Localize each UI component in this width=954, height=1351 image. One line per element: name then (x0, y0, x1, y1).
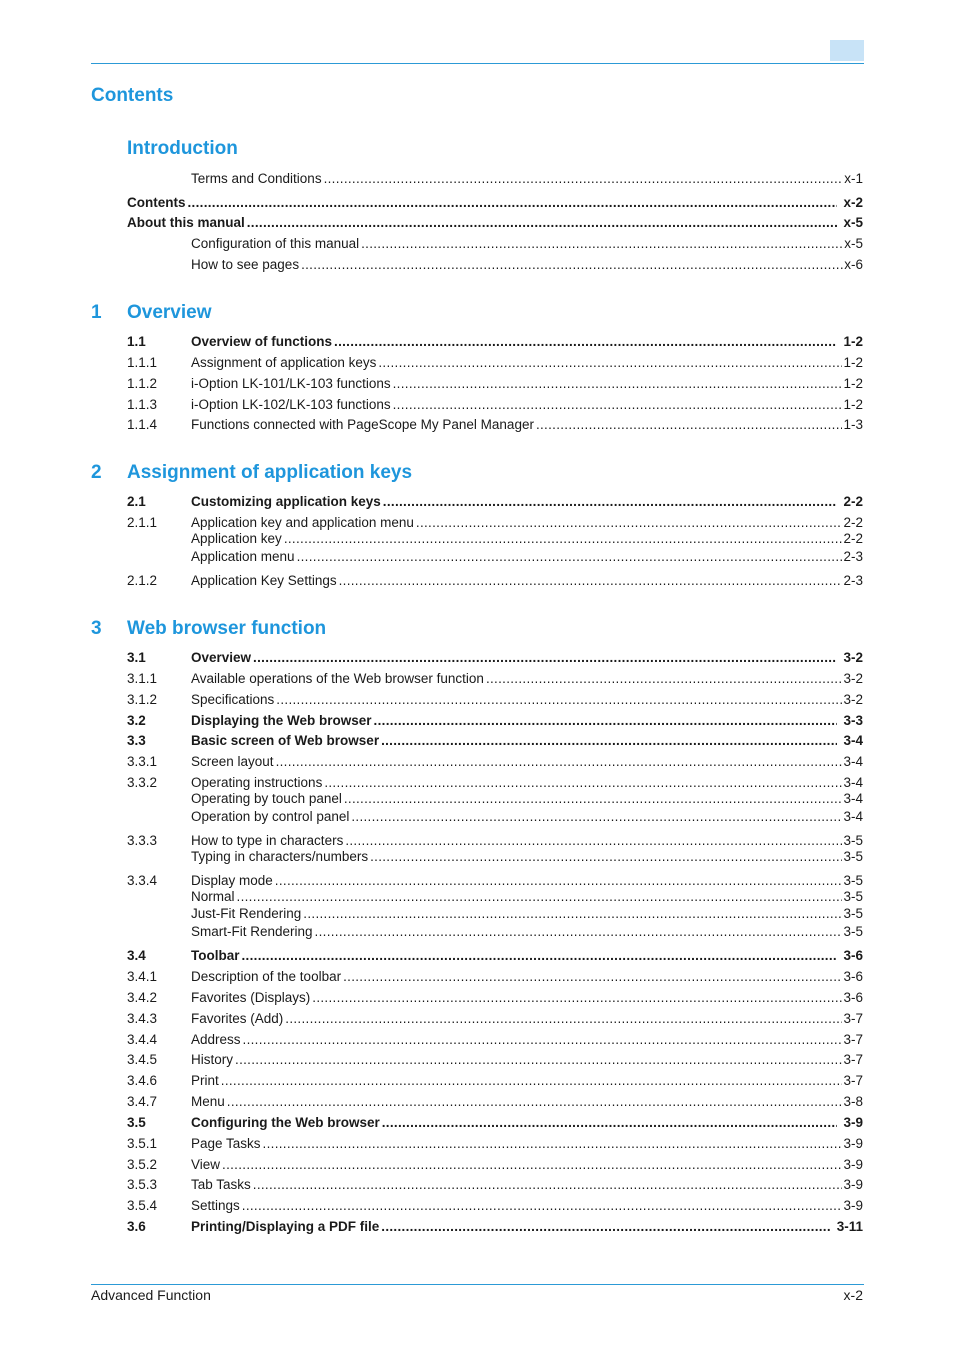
toc-entry-page[interactable]: x-5 (843, 215, 863, 230)
toc-entry-title[interactable]: Normal (191, 889, 235, 904)
toc-entry-number: 1.1.3 (127, 397, 158, 412)
toc-entry[interactable] (0, 754, 954, 770)
toc-entry-page[interactable]: 3-7 (843, 1032, 863, 1047)
dot-leader (275, 873, 843, 889)
toc-entry-number: 3.4.5 (127, 1052, 158, 1067)
toc-entry[interactable] (0, 650, 954, 666)
toc-entry-number: 3.5 (127, 1115, 146, 1130)
dot-leader (235, 1052, 842, 1068)
dot-leader (227, 1094, 843, 1110)
toc-entry[interactable] (0, 171, 954, 187)
toc-entry[interactable] (0, 573, 954, 589)
toc-entry-page[interactable]: 3-9 (843, 1136, 863, 1151)
toc-entry[interactable] (0, 257, 954, 273)
toc-entry-title[interactable]: i-Option LK-101/LK-103 functions (191, 376, 391, 391)
toc-entry-title[interactable]: Smart-Fit Rendering (191, 924, 313, 939)
toc-entry-title[interactable]: How to type in characters (191, 833, 344, 848)
toc-entry-page[interactable]: 1-2 (843, 334, 863, 349)
dot-leader (247, 215, 838, 231)
toc-entry-page[interactable]: 3-5 (843, 889, 863, 904)
toc-entry[interactable] (0, 549, 954, 565)
toc-entry[interactable] (0, 1157, 954, 1173)
toc-entry-title[interactable]: Screen layout (191, 754, 274, 769)
dot-leader (324, 775, 842, 791)
dot-leader (370, 849, 842, 865)
toc-entry-page[interactable]: 3-4 (843, 754, 863, 769)
toc-entry[interactable] (0, 1136, 954, 1152)
dot-leader (243, 1032, 843, 1048)
toc-entry-page[interactable]: 3-2 (843, 650, 863, 665)
toc-entry-number: 2.1.1 (127, 515, 158, 530)
toc-entry-title[interactable]: Application Key Settings (191, 573, 337, 588)
toc-entry-number: 3.4.7 (127, 1094, 158, 1109)
toc-entry-title[interactable]: History (191, 1052, 234, 1067)
toc-entry-title[interactable]: Just-Fit Rendering (191, 906, 302, 921)
toc-entry-page[interactable]: 1-2 (843, 355, 863, 370)
toc-entry-number: 3.6 (127, 1219, 146, 1234)
toc-entry-page[interactable]: x-1 (844, 171, 863, 186)
toc-entry-number: 3.5.3 (127, 1177, 158, 1192)
toc-entry-title[interactable]: About this manual (127, 215, 245, 230)
dot-leader (345, 833, 842, 849)
toc-entry[interactable] (0, 334, 954, 350)
toc-entry-page[interactable]: 3-7 (843, 1052, 863, 1067)
toc-entry-number: 3.5.2 (127, 1157, 158, 1172)
toc-entry[interactable] (0, 833, 954, 849)
chapter-title[interactable]: Overview (127, 302, 212, 323)
toc-entry-page[interactable]: 3-6 (843, 969, 863, 984)
toc-entry-title[interactable]: Assignment of application keys (191, 355, 377, 370)
toc-entry[interactable] (0, 515, 954, 531)
dot-leader (374, 713, 838, 729)
toc-entry-title[interactable]: Overview (191, 650, 252, 665)
toc-entry-title[interactable]: Operation by control panel (191, 809, 350, 824)
toc-entry-number: 3.2 (127, 713, 146, 728)
dot-leader (315, 924, 843, 940)
toc-entry-page[interactable]: 3-7 (843, 1073, 863, 1088)
dot-leader (393, 376, 843, 392)
toc-entry-title[interactable]: Settings (191, 1198, 240, 1213)
toc-entry[interactable] (0, 948, 954, 964)
toc-entry-number: 3.4.2 (127, 990, 158, 1005)
toc-entry-page[interactable]: 3-6 (843, 948, 863, 963)
chapter-number: 3 (91, 618, 102, 639)
toc-entry-number: 3.4.4 (127, 1032, 158, 1047)
toc-entry-number: 3.4.1 (127, 969, 158, 984)
toc-entry-number: 1.1.1 (127, 355, 158, 370)
toc-entry-title[interactable]: Application menu (191, 549, 295, 564)
toc-entry[interactable] (0, 969, 954, 985)
toc-entry-title[interactable]: Description of the toolbar (191, 969, 342, 984)
chapter-title[interactable]: Introduction (127, 138, 238, 159)
dot-leader (221, 1073, 843, 1089)
toc-entry-page[interactable]: 3-5 (843, 906, 863, 921)
toc-entry-page[interactable]: 3-5 (843, 924, 863, 939)
toc-entry-number: 2.1 (127, 494, 146, 509)
dot-leader (285, 1011, 842, 1027)
toc-entry-title[interactable]: Application key and application menu (191, 515, 414, 530)
toc-entry[interactable] (0, 990, 954, 1006)
dot-leader (344, 791, 843, 807)
toc-entry-page[interactable]: 3-5 (843, 849, 863, 864)
footer-page-number: x-2 (843, 1287, 863, 1303)
chapter-title[interactable]: Web browser function (127, 618, 327, 639)
toc-entry-page[interactable]: 3-9 (843, 1115, 863, 1130)
toc-entry-title[interactable]: i-Option LK-102/LK-103 functions (191, 397, 391, 412)
toc-entry-title[interactable]: Address (191, 1032, 241, 1047)
dot-leader (361, 236, 843, 252)
chapter-title[interactable]: Assignment of application keys (127, 462, 413, 483)
toc-entry-title[interactable]: Favorites (Add) (191, 1011, 284, 1026)
toc-entry-title[interactable]: Displaying the Web browser (191, 713, 372, 728)
toc-entry-page[interactable]: 3-11 (836, 1219, 863, 1234)
dot-leader (536, 417, 843, 433)
toc-entry-page[interactable]: 2-3 (843, 549, 863, 564)
toc-entry-title[interactable]: Toolbar (191, 948, 240, 963)
toc-entry-title[interactable]: Contents (127, 195, 186, 210)
toc-entry-page[interactable]: 3-9 (843, 1198, 863, 1213)
toc-entry-title[interactable]: Configuring the Web browser (191, 1115, 380, 1130)
dot-leader (297, 549, 843, 565)
toc-entry[interactable] (0, 1052, 954, 1068)
toc-entry-page[interactable]: 2-2 (843, 494, 863, 509)
toc-entry-title[interactable]: View (191, 1157, 221, 1172)
toc-entry[interactable] (0, 692, 954, 708)
toc-entry-page[interactable]: 3-7 (843, 1011, 863, 1026)
dot-leader (343, 969, 842, 985)
toc-entry-page[interactable]: 1-3 (843, 417, 863, 432)
chapter-number: 1 (91, 302, 102, 323)
dot-leader (416, 515, 843, 531)
dot-leader (381, 733, 837, 749)
dot-leader (242, 1198, 843, 1214)
toc-entry-title[interactable]: Application key (191, 531, 282, 546)
toc-entry[interactable] (0, 1198, 954, 1214)
toc-entry-page[interactable]: 3-4 (843, 809, 863, 824)
toc-entry[interactable] (0, 791, 954, 807)
dot-leader (312, 990, 842, 1006)
toc-entry-number: 3.3 (127, 733, 146, 748)
toc-entry-title[interactable]: Tab Tasks (191, 1177, 251, 1192)
toc-entry-number: 3.5.1 (127, 1136, 158, 1151)
toc-entry[interactable] (0, 1073, 954, 1089)
dot-leader (334, 334, 837, 350)
toc-entry-page[interactable]: 3-9 (843, 1157, 863, 1172)
toc-entry-title[interactable]: Favorites (Displays) (191, 990, 311, 1005)
toc-entry[interactable] (0, 775, 954, 791)
toc-entry-number: 3.4.3 (127, 1011, 158, 1026)
toc-entry-title[interactable]: Printing/Displaying a PDF file (191, 1219, 380, 1234)
toc-entry-number: 1.1 (127, 334, 146, 349)
toc-entry-number: 3.3.3 (127, 833, 158, 848)
dot-leader (253, 1177, 843, 1193)
toc-entry-page[interactable]: 3-4 (843, 791, 863, 806)
toc-entry-title[interactable]: Print (191, 1073, 219, 1088)
toc-entry[interactable] (0, 849, 954, 865)
toc-entry-page[interactable]: 3-6 (843, 990, 863, 1005)
toc-entry-number: 3.3.2 (127, 775, 158, 790)
toc-entry-title[interactable]: Display mode (191, 873, 273, 888)
toc-entry[interactable] (0, 924, 954, 940)
toc-entry[interactable] (0, 417, 954, 433)
dot-leader (381, 1219, 830, 1235)
toc-entry-title[interactable]: Customizing application keys (191, 494, 381, 509)
dot-leader (382, 1115, 838, 1131)
footer-manual-title: Advanced Function (91, 1287, 211, 1303)
toc-entry[interactable] (0, 733, 954, 749)
toc-entry-page[interactable]: 1-2 (843, 397, 863, 412)
dot-leader (237, 889, 843, 905)
toc-entry-page[interactable]: 1-2 (843, 376, 863, 391)
toc-entry-page[interactable]: 3-2 (843, 671, 863, 686)
toc-entry[interactable] (0, 215, 954, 231)
toc-entry[interactable] (0, 1219, 954, 1235)
toc-entry-title[interactable]: Menu (191, 1094, 225, 1109)
toc-entry-number: 3.3.1 (127, 754, 158, 769)
toc-entry-page[interactable]: 2-2 (843, 515, 863, 530)
toc-entry-title[interactable]: Operating by touch panel (191, 791, 342, 806)
toc-entry[interactable] (0, 494, 954, 510)
toc-entry-page[interactable]: 3-5 (843, 873, 863, 888)
toc-entry[interactable] (0, 1011, 954, 1027)
toc-entry-title[interactable]: How to see pages (191, 257, 300, 272)
toc-entry[interactable] (0, 1032, 954, 1048)
toc-entry[interactable] (0, 1094, 954, 1110)
toc-entry-page[interactable]: x-6 (844, 257, 863, 272)
toc-entry-number: 3.3.4 (127, 873, 158, 888)
dot-leader (276, 754, 843, 770)
dot-leader (188, 195, 838, 211)
toc-entry-number: 3.4.6 (127, 1073, 158, 1088)
toc-entry[interactable] (0, 355, 954, 371)
toc-entry[interactable] (0, 1177, 954, 1193)
toc-entry[interactable] (0, 809, 954, 825)
page-title: Contents (91, 85, 174, 106)
dot-leader (383, 494, 838, 510)
dot-leader (339, 573, 843, 589)
dot-leader (301, 257, 843, 273)
dot-leader (242, 948, 838, 964)
toc-entry-page[interactable]: 3-9 (843, 1177, 863, 1192)
toc-entry-page[interactable]: 2-3 (843, 573, 863, 588)
dot-leader (351, 809, 842, 825)
toc-entry[interactable] (0, 671, 954, 687)
toc-entry-page[interactable]: 3-4 (843, 775, 863, 790)
dot-leader (253, 650, 837, 666)
toc-entry-page[interactable]: 3-4 (843, 733, 863, 748)
toc-entry-title[interactable]: Terms and Conditions (191, 171, 322, 186)
toc-entry-title[interactable]: Functions connected with PageScope My Panel Manager (191, 417, 534, 432)
toc-entry-number: 2.1.2 (127, 573, 158, 588)
toc-entry[interactable] (0, 531, 954, 547)
dot-leader (393, 397, 843, 413)
toc-entry-number: 3.1 (127, 650, 146, 665)
toc-entry[interactable] (0, 713, 954, 729)
toc-entry-page[interactable]: x-5 (844, 236, 863, 251)
dot-leader (284, 531, 843, 547)
toc-entry-title[interactable]: Specifications (191, 692, 275, 707)
toc-entry-number: 3.5.4 (127, 1198, 158, 1213)
dot-leader (303, 906, 842, 922)
toc-entry-number: 3.1.1 (127, 671, 158, 686)
toc-entry-title[interactable]: Available operations of the Web browser function (191, 671, 484, 686)
toc-entry-page[interactable]: 3-3 (843, 713, 863, 728)
toc-entry[interactable] (0, 889, 954, 905)
dot-leader (263, 1136, 843, 1152)
toc-entry-number: 1.1.4 (127, 417, 158, 432)
toc-entry[interactable] (0, 397, 954, 413)
toc-entry[interactable] (0, 376, 954, 392)
toc-entry[interactable] (0, 906, 954, 922)
dot-leader (276, 692, 842, 708)
toc-entry-number: 3.4 (127, 948, 146, 963)
toc-entry-page[interactable]: 3-2 (843, 692, 863, 707)
toc-entry-title[interactable]: Operating instructions (191, 775, 323, 790)
toc-entry[interactable] (0, 873, 954, 889)
toc-entry-page[interactable]: 2-2 (843, 531, 863, 546)
toc-entry-title[interactable]: Overview of functions (191, 334, 333, 349)
toc-entry[interactable] (0, 236, 954, 252)
dot-leader (324, 171, 844, 187)
toc-entry-title[interactable]: Page Tasks (191, 1136, 261, 1151)
toc-entry-page[interactable]: x-2 (843, 195, 863, 210)
toc-entry-number: 1.1.2 (127, 376, 158, 391)
dot-leader (378, 355, 842, 371)
toc-entry-number: 3.1.2 (127, 692, 158, 707)
footer-rule (91, 1284, 864, 1285)
dot-leader (486, 671, 843, 687)
toc-entry[interactable] (0, 1115, 954, 1131)
toc-entry-page[interactable]: 3-5 (843, 833, 863, 848)
dot-leader (222, 1157, 842, 1173)
toc-entry-page[interactable]: 3-8 (843, 1094, 863, 1109)
toc-entry-title[interactable]: Configuration of this manual (191, 236, 360, 251)
toc-entry[interactable] (0, 195, 954, 211)
chapter-number: 2 (91, 462, 102, 483)
toc-entry-title[interactable]: Basic screen of Web browser (191, 733, 380, 748)
toc-entry-title[interactable]: Typing in characters/numbers (191, 849, 369, 864)
